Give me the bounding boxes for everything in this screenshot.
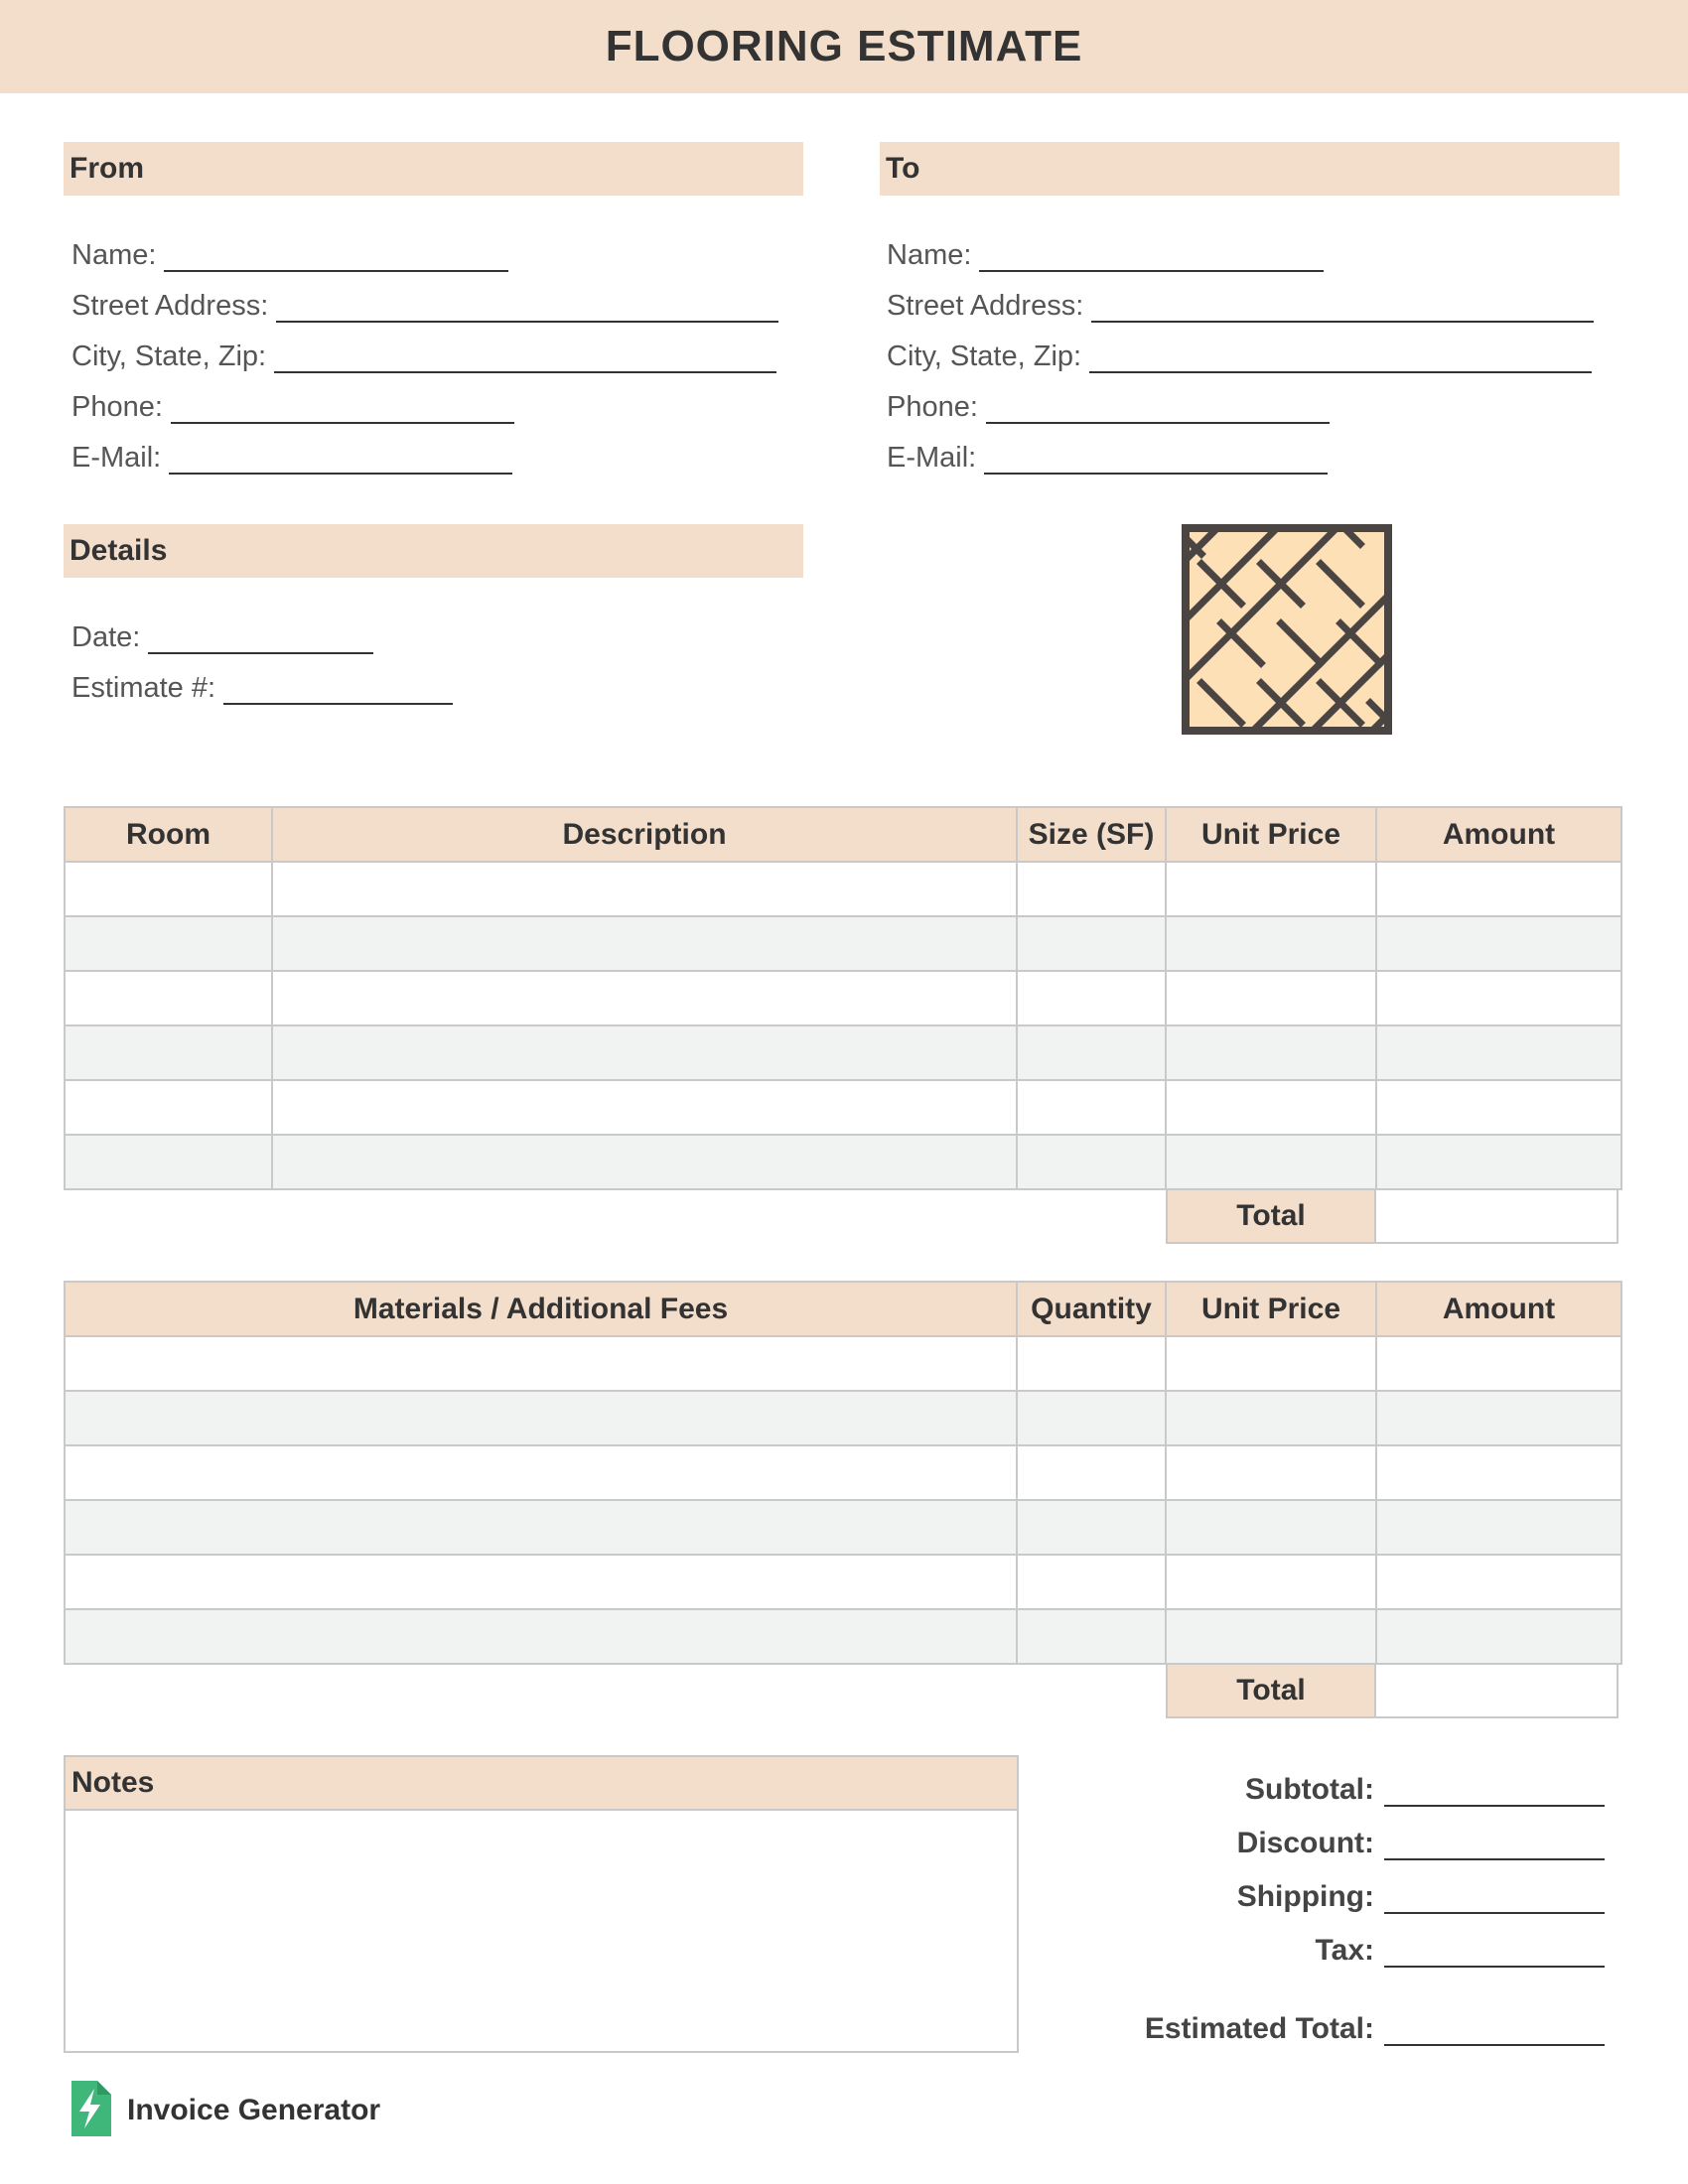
from-email-label: E-Mail:	[71, 442, 162, 474]
to-city-field[interactable]	[887, 334, 1592, 373]
cell[interactable]	[1017, 862, 1166, 916]
table-row	[65, 1135, 1621, 1189]
notes-heading	[64, 1755, 1019, 1811]
cell[interactable]	[65, 1500, 1017, 1555]
cell[interactable]	[1376, 1025, 1621, 1080]
cell[interactable]	[1376, 862, 1621, 916]
to-name-field[interactable]	[887, 232, 1324, 272]
from-city-label: City, State, Zip:	[71, 341, 267, 372]
cell[interactable]	[1017, 971, 1166, 1025]
cell[interactable]	[1166, 1609, 1376, 1664]
to-email-label: E-Mail:	[887, 442, 977, 474]
cell[interactable]	[1166, 1336, 1376, 1391]
table-row	[65, 1555, 1621, 1609]
cell[interactable]	[1166, 1445, 1376, 1500]
to-street-field[interactable]	[887, 283, 1594, 323]
cell[interactable]	[1166, 1391, 1376, 1445]
cell[interactable]	[65, 1025, 272, 1080]
to-city-line[interactable]	[1089, 343, 1592, 373]
cell[interactable]	[1017, 1025, 1166, 1080]
lightning-bolt-icon	[68, 2081, 111, 2141]
title-banner	[0, 0, 1688, 93]
discount-field[interactable]	[1237, 1821, 1605, 1860]
table-row	[65, 1336, 1621, 1391]
subtotal-field[interactable]	[1245, 1767, 1605, 1807]
cell[interactable]	[1017, 1391, 1166, 1445]
labor-table-header	[65, 807, 1621, 862]
cell[interactable]	[1017, 1336, 1166, 1391]
to-street-label: Street Address:	[887, 290, 1084, 322]
shipping-label: Shipping:	[1236, 1880, 1374, 1913]
tax-label: Tax:	[1315, 1934, 1374, 1967]
cell[interactable]	[1017, 1445, 1166, 1500]
from-phone-label: Phone:	[71, 391, 163, 423]
shipping-field[interactable]	[1237, 1874, 1605, 1914]
date-field[interactable]	[71, 614, 373, 654]
col-header-description: Description	[272, 807, 1017, 862]
labor-table	[64, 806, 1622, 1190]
cell[interactable]	[272, 862, 1017, 916]
cell[interactable]	[272, 916, 1017, 971]
cell[interactable]	[272, 1025, 1017, 1080]
shipping-line[interactable]	[1384, 1884, 1605, 1914]
col-header-unit-price: Unit Price	[1166, 1282, 1376, 1336]
cell[interactable]	[1376, 1445, 1621, 1500]
col-header-room: Room	[65, 807, 272, 862]
brand-footer[interactable]	[68, 2083, 380, 2138]
notes-heading-label: Notes	[71, 1766, 155, 1799]
cell[interactable]	[65, 862, 272, 916]
col-header-unit-price: Unit Price	[1166, 807, 1376, 862]
cell[interactable]	[1017, 1555, 1166, 1609]
cell[interactable]	[65, 1555, 1017, 1609]
tax-field[interactable]	[1316, 1928, 1605, 1968]
cell[interactable]	[1166, 1555, 1376, 1609]
from-phone-field[interactable]	[71, 384, 514, 424]
date-label: Date:	[71, 621, 141, 653]
from-city-line[interactable]	[274, 343, 776, 373]
col-header-quantity: Quantity	[1017, 1282, 1166, 1336]
cell[interactable]	[65, 1609, 1017, 1664]
materials-total-row	[1166, 1663, 1618, 1718]
cell[interactable]	[65, 1336, 1017, 1391]
cell[interactable]	[1376, 1609, 1621, 1664]
details-heading	[64, 524, 803, 578]
parquet-floor-icon	[1182, 524, 1392, 735]
cell[interactable]	[1376, 1555, 1621, 1609]
from-name-label: Name:	[71, 239, 157, 271]
estimate-number-field[interactable]	[71, 665, 453, 705]
cell[interactable]	[1376, 971, 1621, 1025]
from-city-field[interactable]	[71, 334, 776, 373]
cell[interactable]	[65, 1391, 1017, 1445]
col-header-size: Size (SF)	[1017, 807, 1166, 862]
to-name-line[interactable]	[979, 242, 1324, 272]
cell[interactable]	[1376, 1135, 1621, 1189]
date-line[interactable]	[148, 624, 373, 654]
to-heading	[880, 142, 1619, 196]
cell[interactable]	[1017, 1500, 1166, 1555]
cell[interactable]	[1376, 1500, 1621, 1555]
to-city-label: City, State, Zip:	[887, 341, 1082, 372]
table-row	[65, 1080, 1621, 1135]
cell[interactable]	[1166, 971, 1376, 1025]
cell[interactable]	[1166, 1500, 1376, 1555]
cell[interactable]	[1376, 1336, 1621, 1391]
from-heading	[64, 142, 803, 196]
cell[interactable]	[272, 1135, 1017, 1189]
discount-label: Discount:	[1236, 1827, 1374, 1859]
col-header-amount: Amount	[1376, 1282, 1621, 1336]
from-street-label: Street Address:	[71, 290, 269, 322]
cell[interactable]	[65, 916, 272, 971]
table-row	[65, 1500, 1621, 1555]
table-row	[65, 1025, 1621, 1080]
from-heading-label: From	[70, 152, 144, 185]
cell[interactable]	[65, 1080, 272, 1135]
to-email-field[interactable]	[887, 435, 1328, 475]
cell[interactable]	[1017, 1135, 1166, 1189]
col-header-amount: Amount	[1376, 807, 1621, 862]
from-email-field[interactable]	[71, 435, 512, 475]
cell[interactable]	[1376, 916, 1621, 971]
table-row	[65, 971, 1621, 1025]
labor-total-row	[1166, 1188, 1618, 1244]
to-phone-field[interactable]	[887, 384, 1330, 424]
col-header-materials: Materials / Additional Fees	[65, 1282, 1017, 1336]
estimated-total-label: Estimated Total:	[1144, 2012, 1374, 2045]
cell[interactable]	[272, 971, 1017, 1025]
details-heading-label: Details	[70, 534, 168, 567]
to-heading-label: To	[886, 152, 920, 185]
cell[interactable]	[1166, 862, 1376, 916]
cell[interactable]	[1166, 1080, 1376, 1135]
cell[interactable]	[1166, 1025, 1376, 1080]
estimate-number-label: Estimate #:	[71, 672, 216, 704]
cell[interactable]	[1166, 916, 1376, 971]
materials-total-value[interactable]	[1376, 1663, 1618, 1718]
from-name-field[interactable]	[71, 232, 508, 272]
cell[interactable]	[1017, 916, 1166, 971]
table-row	[65, 1445, 1621, 1500]
cell[interactable]	[65, 1445, 1017, 1500]
cell[interactable]	[65, 971, 272, 1025]
cell[interactable]	[1376, 1080, 1621, 1135]
brand-name: Invoice Generator	[127, 2094, 381, 2126]
materials-table-header	[65, 1282, 1621, 1336]
to-email-line[interactable]	[984, 445, 1328, 475]
cell[interactable]	[1017, 1609, 1166, 1664]
to-phone-line[interactable]	[986, 394, 1330, 424]
from-street-line[interactable]	[276, 293, 778, 323]
estimate-number-line[interactable]	[223, 675, 453, 705]
tax-line[interactable]	[1384, 1938, 1605, 1968]
labor-total-label: Total	[1166, 1188, 1376, 1244]
subtotal-line[interactable]	[1384, 1777, 1605, 1807]
from-phone-line[interactable]	[171, 394, 514, 424]
table-row	[65, 1609, 1621, 1664]
labor-total-value[interactable]	[1376, 1188, 1618, 1244]
cell[interactable]	[65, 1135, 272, 1189]
to-name-label: Name:	[887, 239, 972, 271]
cell[interactable]	[272, 1080, 1017, 1135]
from-name-line[interactable]	[164, 242, 508, 272]
materials-total-label: Total	[1166, 1663, 1376, 1718]
subtotal-label: Subtotal:	[1245, 1773, 1374, 1806]
table-row	[65, 1391, 1621, 1445]
materials-table	[64, 1281, 1622, 1665]
table-row	[65, 862, 1621, 916]
to-phone-label: Phone:	[887, 391, 978, 423]
table-row	[65, 916, 1621, 971]
from-street-field[interactable]	[71, 283, 778, 323]
to-street-line[interactable]	[1091, 293, 1594, 323]
notes-area[interactable]	[64, 1809, 1019, 2053]
estimated-total-field[interactable]	[1145, 2006, 1605, 2046]
estimated-total-line[interactable]	[1384, 2016, 1605, 2046]
from-email-line[interactable]	[169, 445, 512, 475]
cell[interactable]	[1017, 1080, 1166, 1135]
discount-line[interactable]	[1384, 1831, 1605, 1860]
page-title: FLOORING ESTIMATE	[605, 22, 1083, 70]
cell[interactable]	[1166, 1135, 1376, 1189]
cell[interactable]	[1376, 1391, 1621, 1445]
